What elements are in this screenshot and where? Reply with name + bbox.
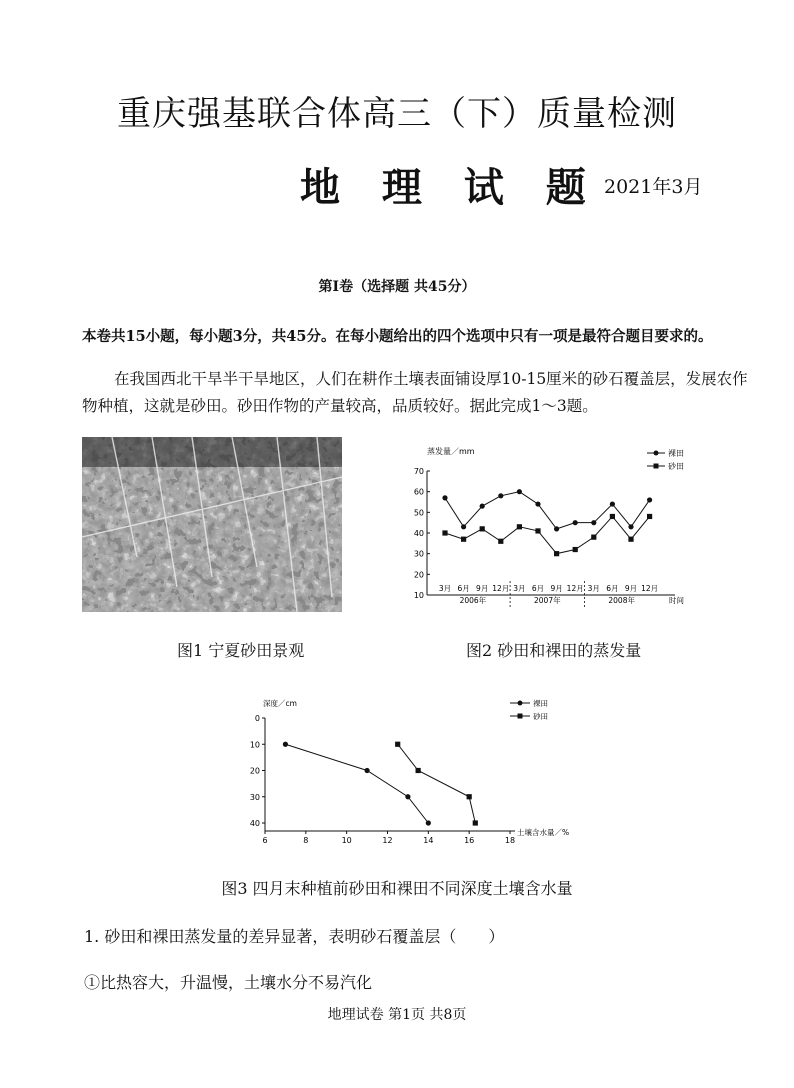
fig2-point-sand xyxy=(535,528,540,533)
fig2-point-bare xyxy=(610,501,615,506)
fig3-x-tick-label: 12 xyxy=(382,836,393,845)
fig3-x-tick-label: 14 xyxy=(423,836,434,845)
fig2-point-bare xyxy=(647,497,652,502)
fig3-point-sand xyxy=(395,742,400,747)
fig2-point-sand xyxy=(647,514,652,519)
legend-marker-bare xyxy=(518,701,523,706)
fig2-legend xyxy=(647,449,684,471)
fig2-x-tick-label: 12月 xyxy=(566,584,584,593)
fig2-point-bare xyxy=(480,504,485,509)
fig3-point-sand xyxy=(467,794,472,799)
legend-marker-sand xyxy=(654,464,659,469)
fig2-x-tick-label: 6月 xyxy=(606,584,619,593)
sand-field-photo xyxy=(82,437,342,612)
fig2-point-bare xyxy=(554,526,559,531)
fig2-point-bare xyxy=(573,520,578,525)
fig2-xlabel: 时间 xyxy=(669,596,684,605)
figure-2-caption: 图2 砂田和裸田的蒸发量 xyxy=(466,641,642,660)
fig2-y-tick-label: 50 xyxy=(413,508,424,518)
fig3-series-line-sand xyxy=(398,744,476,823)
fig2-point-bare xyxy=(591,520,596,525)
fig3-x-tick-label: 8 xyxy=(303,836,309,845)
section-instructions: 本卷共15小题，每小题3分，共45分。在每小题给出的四个选项中只有一项是最符合题目要求的。 xyxy=(82,328,713,345)
fig3-ylabel: 深度／cm xyxy=(263,699,297,708)
fig3-x-tick-label: 6 xyxy=(262,836,268,845)
fig2-year-label: 2007年 xyxy=(534,596,561,605)
question-1-stem: 1. 砂田和裸田蒸发量的差异显著，表明砂石覆盖层（ ） xyxy=(84,927,505,946)
fig2-point-sand xyxy=(442,530,447,535)
fig2-point-sand xyxy=(480,526,485,531)
fig2-year-label: 2006年 xyxy=(459,596,487,605)
fig2-point-bare xyxy=(628,524,633,529)
fig2-plot-area xyxy=(414,467,684,609)
fig3-legend xyxy=(510,699,548,721)
fig2-x-tick-label: 12月 xyxy=(492,584,510,593)
fig2-point-sand xyxy=(517,524,522,529)
fig3-point-bare xyxy=(426,820,431,825)
question-1-option-1: ①比热容大，升温慢，土壤水分不易汽化 xyxy=(84,973,373,992)
fig3-x-tick-label: 10 xyxy=(341,836,352,845)
fig2-x-tick-label: 12月 xyxy=(641,584,659,593)
legend-label-sand: 砂田 xyxy=(533,712,548,721)
fig2-y-tick-label: 20 xyxy=(413,570,424,580)
page-title: 重庆强基联合体高三（下）质量检测 xyxy=(117,94,677,134)
fig3-x-tick-label: 18 xyxy=(504,836,516,845)
exam-date: 2021年3月 xyxy=(604,176,703,198)
fig2-point-bare xyxy=(535,501,540,506)
fig2-y-tick-label: 70 xyxy=(413,467,424,476)
fig2-year-label: 2008年 xyxy=(608,596,635,605)
figure-3-caption: 图3 四月末种植前砂田和裸田不同深度土壤含水量 xyxy=(221,879,573,898)
fig2-point-bare xyxy=(517,489,522,494)
fig2-point-sand xyxy=(591,535,596,540)
soil-moisture-chart xyxy=(225,694,585,852)
fig2-x-tick-label: 3月 xyxy=(438,584,452,593)
fig3-y-tick-label: 0 xyxy=(254,714,260,723)
fig2-ylabel: 蒸发量／mm xyxy=(427,447,475,456)
legend-marker-bare xyxy=(654,451,659,456)
fig2-point-bare xyxy=(461,524,466,529)
fig2-point-sand xyxy=(461,537,466,542)
fig3-x-tick-label: 16 xyxy=(464,836,475,845)
section-heading: 第Ⅰ卷（选择题 共45分） xyxy=(318,279,476,295)
fig2-x-tick-label: 3月 xyxy=(587,584,600,593)
fig2-x-tick-label: 9月 xyxy=(624,584,638,593)
fig2-y-tick-label: 10 xyxy=(413,591,424,600)
fig2-x-tick-label: 3月 xyxy=(513,584,526,593)
fig2-x-tick-label: 9月 xyxy=(550,584,563,593)
fig2-point-sand xyxy=(628,537,633,542)
fig2-point-sand xyxy=(573,547,578,552)
page-footer: 地理试卷 第1页 共8页 xyxy=(327,1007,467,1023)
legend-label-bare: 裸田 xyxy=(533,699,548,708)
legend-marker-sand xyxy=(518,714,523,719)
fig3-point-bare xyxy=(283,742,288,747)
fig3-plot-area xyxy=(250,714,515,845)
fig2-series-line-sand xyxy=(445,516,650,553)
fig2-point-sand xyxy=(610,514,615,519)
fig3-y-tick-label: 20 xyxy=(249,766,260,776)
figure-1-caption: 图1 宁夏砂田景观 xyxy=(177,641,305,660)
fig2-point-sand xyxy=(554,551,559,556)
fig3-xlabel: 土壤含水量／% xyxy=(517,828,570,837)
fig2-series-line-bare xyxy=(445,492,650,529)
question-intro: 在我国西北干旱半干旱地区，人们在耕作土壤表面铺设厚10-15厘米的砂石覆盖层，发展农作物种植，这就是砂田。砂田作物的产量较高，品质较好。据此完成1～3题。 xyxy=(82,370,748,415)
fig2-point-bare xyxy=(442,495,447,500)
fig2-y-tick-label: 40 xyxy=(413,529,424,538)
fig2-point-sand xyxy=(498,539,503,544)
fig2-y-tick-label: 60 xyxy=(413,487,424,497)
fig3-point-bare xyxy=(364,768,369,773)
fig3-point-sand xyxy=(416,768,421,773)
legend-label-sand: 砂田 xyxy=(668,462,684,471)
fig3-y-tick-label: 30 xyxy=(249,792,260,802)
legend-label-bare: 裸田 xyxy=(668,449,684,458)
fig3-point-bare xyxy=(405,794,410,799)
evaporation-chart xyxy=(395,438,685,613)
fig3-y-tick-label: 10 xyxy=(249,740,260,750)
fig2-y-tick-label: 30 xyxy=(413,549,424,559)
fig2-x-tick-label: 6月 xyxy=(457,584,470,593)
fig2-x-tick-label: 6月 xyxy=(531,584,545,593)
fig2-point-bare xyxy=(498,493,503,498)
subject-title: 地 理 试 题 xyxy=(300,164,600,211)
fig2-x-tick-label: 9月 xyxy=(476,584,489,593)
fig3-y-tick-label: 40 xyxy=(249,819,260,828)
fig3-point-sand xyxy=(473,820,478,825)
